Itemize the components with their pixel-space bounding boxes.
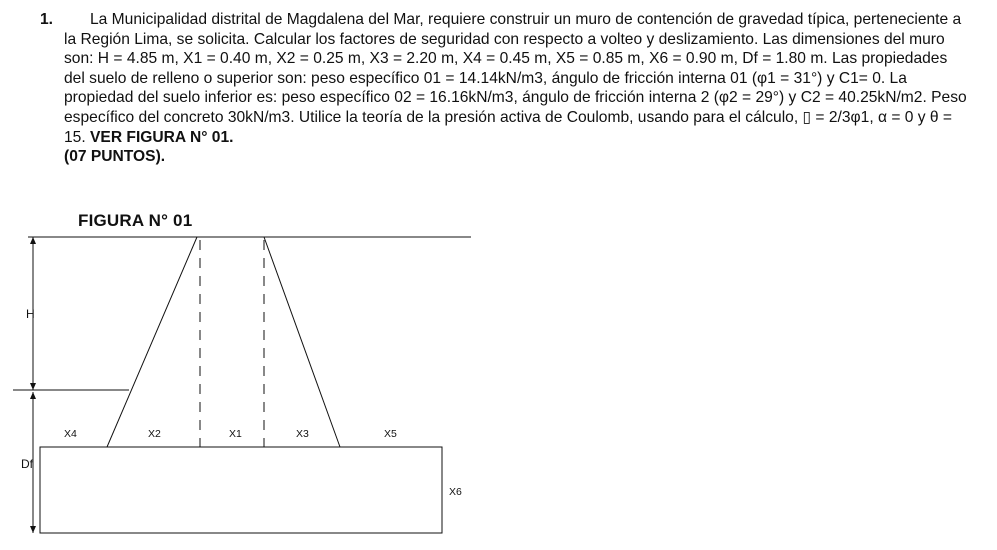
problem-text-main: La Municipalidad distrital de Magdalena del Mar, requiere construir un muro de contención de gravedad típica, perteneciente a la Región Lima, se solicita. Calcular los factores de seguridad con respecto a volteo y deslizamiento. Las dimensiones del muro son: H = 4.85 m, X1 = 0.40 m, X2 = 0.25 m, X3 = 2.20 m, X4 = 0.45 m, X5 = 0.85 m, X6 = 0.90 m, Df = 1.80 m. Las propiedades del suelo de relleno o superior son: peso específico 01 = 14.14kN/m3, ángulo de fricción interna 01 (φ1 = 31°) y C1= 0. La propiedad del suelo inferior es: peso específico 02 = 16.16kN/m3, ángulo de fricción interna 2 (φ2 = 29°) y C2 = 40.25kN/m2. Peso específico del concreto 30kN/m3. Utilice la teoría de la presión activa de Coulomb, usando para el cálculo, ▯ = 2/3φ1, α = 0 y θ = 15. bbox=[64, 11, 967, 146]
label-x2: X2 bbox=[148, 428, 161, 440]
figure-title: FIGURA N° 01 bbox=[78, 211, 193, 230]
df-arrow-top bbox=[30, 392, 36, 399]
figure-reference: VER FIGURA N° 01. bbox=[90, 128, 234, 146]
label-x3: X3 bbox=[296, 428, 309, 440]
label-x4: X4 bbox=[64, 428, 77, 440]
wall-front-face bbox=[107, 237, 197, 447]
label-x5: X5 bbox=[384, 428, 397, 440]
label-df: Df bbox=[21, 457, 33, 471]
h-arrow-top bbox=[30, 237, 36, 244]
df-arrow-bottom bbox=[30, 526, 36, 533]
label-h: H bbox=[26, 307, 35, 321]
label-x6: X6 bbox=[449, 486, 462, 498]
label-x1: X1 bbox=[229, 428, 242, 440]
problem-number: 1. bbox=[40, 11, 54, 28]
points-label: (07 PUNTOS). bbox=[64, 148, 166, 166]
h-arrow-bottom bbox=[30, 383, 36, 390]
wall-back-face bbox=[264, 237, 340, 447]
wall-footing bbox=[40, 447, 442, 533]
